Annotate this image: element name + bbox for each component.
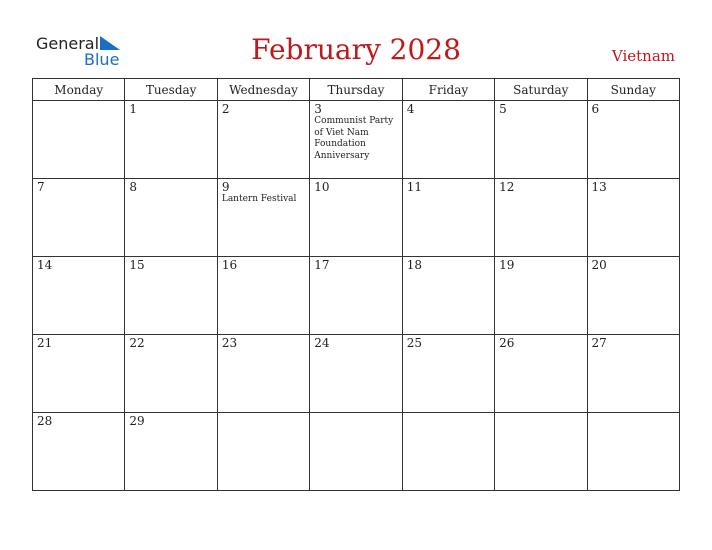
day-cell xyxy=(33,257,125,335)
day-number: 13 xyxy=(591,180,607,194)
day-cell xyxy=(217,257,309,335)
calendar-grid xyxy=(32,78,680,491)
day-number xyxy=(310,413,401,414)
day-cell xyxy=(495,335,587,413)
day-cell xyxy=(125,179,217,257)
day-number: 24 xyxy=(314,336,330,350)
weekday-header-row xyxy=(33,79,680,101)
day-cell xyxy=(33,413,125,491)
logo-word-general: General xyxy=(36,34,100,53)
country-label: Vietnam xyxy=(611,47,675,65)
day-cell xyxy=(217,413,309,491)
day-number: 9 xyxy=(221,180,230,194)
day-cell xyxy=(495,101,587,179)
day-number: 3 xyxy=(314,102,322,116)
week-row xyxy=(33,257,680,335)
day-cell xyxy=(125,413,217,491)
day-number: 14 xyxy=(37,258,53,272)
day-cell xyxy=(310,257,402,335)
weekday-header-wednesday: Wednesday xyxy=(217,79,309,101)
day-cell xyxy=(125,335,217,413)
week-row xyxy=(33,101,680,179)
day-cell xyxy=(33,335,125,413)
day-number: 8 xyxy=(129,180,138,194)
day-number: 1 xyxy=(129,102,138,116)
day-number: 15 xyxy=(129,258,145,272)
day-number: 16 xyxy=(221,258,238,272)
day-number: 21 xyxy=(37,336,53,350)
week-row xyxy=(33,179,680,257)
weekday-header-friday: Friday xyxy=(402,79,494,101)
day-number: 6 xyxy=(591,102,600,116)
day-number: 23 xyxy=(221,336,238,350)
day-number xyxy=(495,413,586,414)
day-number xyxy=(403,413,494,414)
day-number: 29 xyxy=(129,414,145,428)
day-number: 10 xyxy=(314,180,330,194)
day-number: 19 xyxy=(499,258,515,272)
day-cell xyxy=(310,179,402,257)
day-cell xyxy=(310,101,402,179)
day-cell xyxy=(402,179,494,257)
day-number: 12 xyxy=(499,180,515,194)
day-cell xyxy=(125,257,217,335)
day-cell xyxy=(33,101,125,179)
page-title: February 2028 xyxy=(251,33,461,66)
day-cell xyxy=(402,335,494,413)
weekday-header-tuesday: Tuesday xyxy=(125,79,217,101)
day-cell xyxy=(310,413,402,491)
day-cell xyxy=(587,257,679,335)
day-number: 27 xyxy=(591,336,607,350)
day-cell xyxy=(587,413,679,491)
day-number: 25 xyxy=(406,336,422,350)
day-number xyxy=(218,413,309,414)
day-cell xyxy=(402,101,494,179)
day-number: 11 xyxy=(406,180,422,194)
day-cell xyxy=(587,101,679,179)
day-cell xyxy=(587,179,679,257)
day-cell xyxy=(495,257,587,335)
day-cell xyxy=(495,179,587,257)
day-cell xyxy=(587,335,679,413)
day-cell xyxy=(33,179,125,257)
weekday-header-saturday: Saturday xyxy=(495,79,587,101)
weekday-header-thursday: Thursday xyxy=(310,79,402,101)
day-number: 7 xyxy=(37,180,45,194)
day-number: 5 xyxy=(499,102,507,116)
day-number: 18 xyxy=(406,258,422,272)
day-number: 22 xyxy=(129,336,145,350)
day-cell xyxy=(402,257,494,335)
day-number xyxy=(588,413,679,414)
weekday-header-sunday: Sunday xyxy=(587,79,679,101)
day-number: 2 xyxy=(221,102,230,116)
day-number: 28 xyxy=(37,414,53,428)
day-number: 17 xyxy=(314,258,330,272)
holiday-label: Lantern Festival xyxy=(221,194,297,204)
day-number xyxy=(33,101,124,102)
week-row xyxy=(33,413,680,491)
day-number: 20 xyxy=(591,258,607,272)
day-cell xyxy=(310,335,402,413)
day-cell xyxy=(495,413,587,491)
day-cell xyxy=(217,101,309,179)
day-cell xyxy=(217,335,309,413)
day-number: 26 xyxy=(499,336,515,350)
holiday-label: Communist Party of Viet Nam Foundation Anniversary xyxy=(314,116,394,161)
logo-word-blue: Blue xyxy=(84,50,120,69)
day-cell xyxy=(217,179,309,257)
week-row xyxy=(33,335,680,413)
day-number: 4 xyxy=(406,102,415,116)
day-cell xyxy=(402,413,494,491)
weekday-header-monday: Monday xyxy=(33,79,125,101)
day-cell xyxy=(125,101,217,179)
